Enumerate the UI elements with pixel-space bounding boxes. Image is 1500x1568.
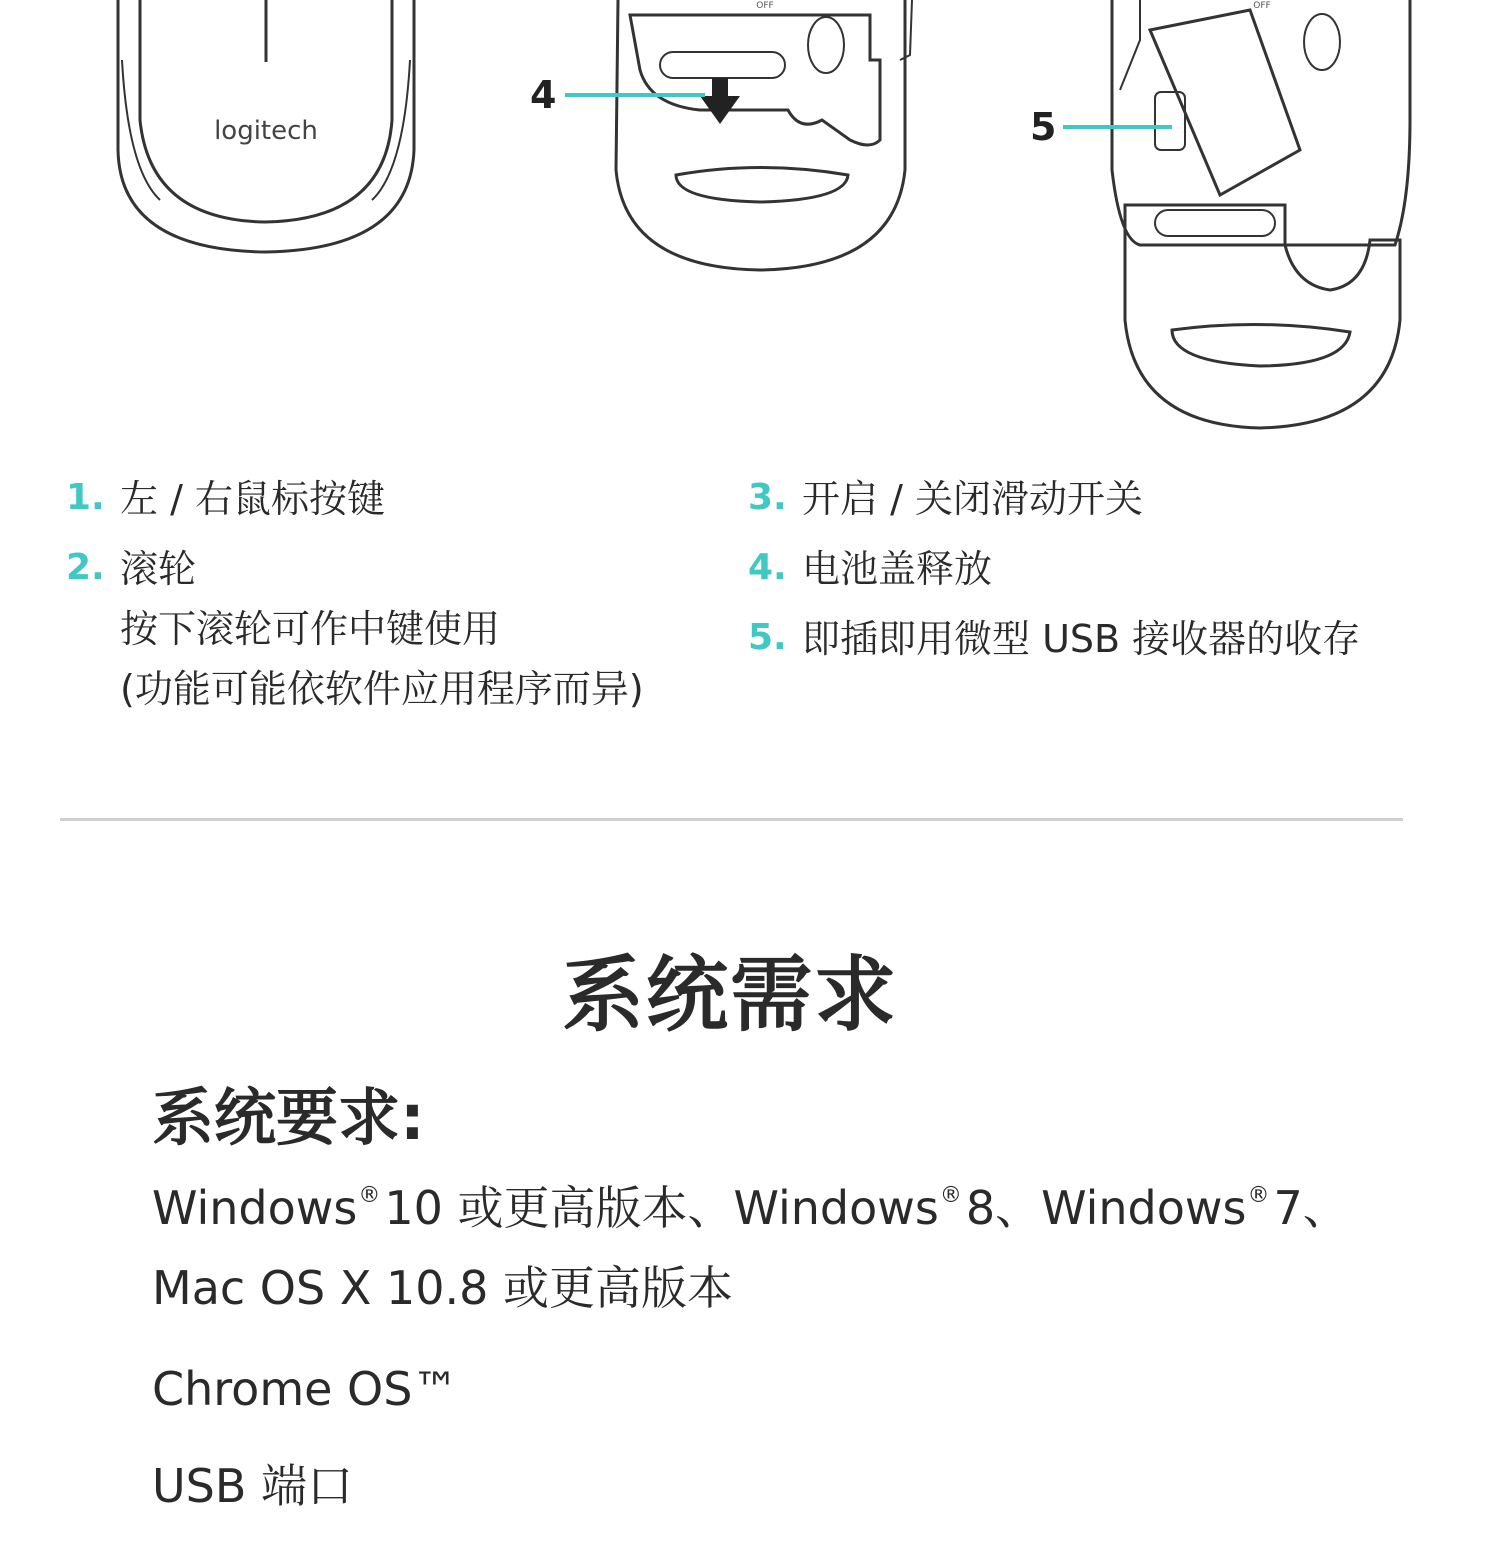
- legend-text: (功能可能依软件应用程序而异): [120, 667, 644, 711]
- svg-text:OFF: OFF: [1253, 1, 1271, 11]
- os-windows-7: Windows: [1041, 1181, 1247, 1235]
- logitech-logo: logitech: [214, 116, 318, 146]
- os-line-mac: Mac OS X 10.8 或更高版本: [152, 1261, 733, 1315]
- registered-mark: ®: [358, 1183, 381, 1208]
- mouse-open-view-receiver: [1030, 0, 1410, 428]
- legend-text: 按下滚轮可作中键使用: [120, 607, 501, 651]
- os-windows-7-suffix: 7、: [1273, 1181, 1349, 1235]
- section-divider: [60, 818, 1403, 821]
- svg-text:OFF: OFF: [756, 1, 774, 11]
- callout-4: 4: [530, 73, 557, 117]
- requirements-heading: 系统要求:: [152, 1081, 425, 1154]
- section-title: 系统需求: [561, 948, 898, 1043]
- legend-text: 电池盖释放: [802, 547, 993, 591]
- mouse-top-view: [118, 0, 414, 252]
- callout-5: 5: [1030, 105, 1057, 149]
- usb-port-requirement: USB 端口: [152, 1459, 354, 1513]
- legend-number: 3.: [748, 477, 787, 518]
- mouse-illustrations: [0, 0, 1500, 440]
- legend-text: 即插即用微型 USB 接收器的收存: [802, 617, 1361, 661]
- release-arrow: [700, 78, 740, 124]
- legend-text: 开启 / 关闭滑动开关: [802, 477, 1143, 521]
- legend-number: 1.: [66, 477, 105, 518]
- legend-number: 4.: [748, 547, 787, 588]
- mouse-bottom-view-release: [530, 0, 912, 270]
- legend-text: 左 / 右鼠标按键: [120, 477, 385, 521]
- os-line-windows: [152, 1172, 1349, 1238]
- legend-number: 5.: [748, 617, 787, 658]
- os-windows-8: Windows: [733, 1181, 939, 1235]
- legend-text: 滚轮: [120, 547, 197, 591]
- registered-mark: ®: [1247, 1183, 1270, 1208]
- registered-mark: ®: [939, 1183, 962, 1208]
- os-windows-10-suffix: 10 或更高版本、: [384, 1181, 734, 1235]
- os-line-chrome: Chrome OS™: [152, 1362, 459, 1416]
- legend-number: 2.: [66, 547, 105, 588]
- os-windows-10: Windows: [152, 1181, 358, 1235]
- os-windows-8-suffix: 8、: [965, 1181, 1042, 1235]
